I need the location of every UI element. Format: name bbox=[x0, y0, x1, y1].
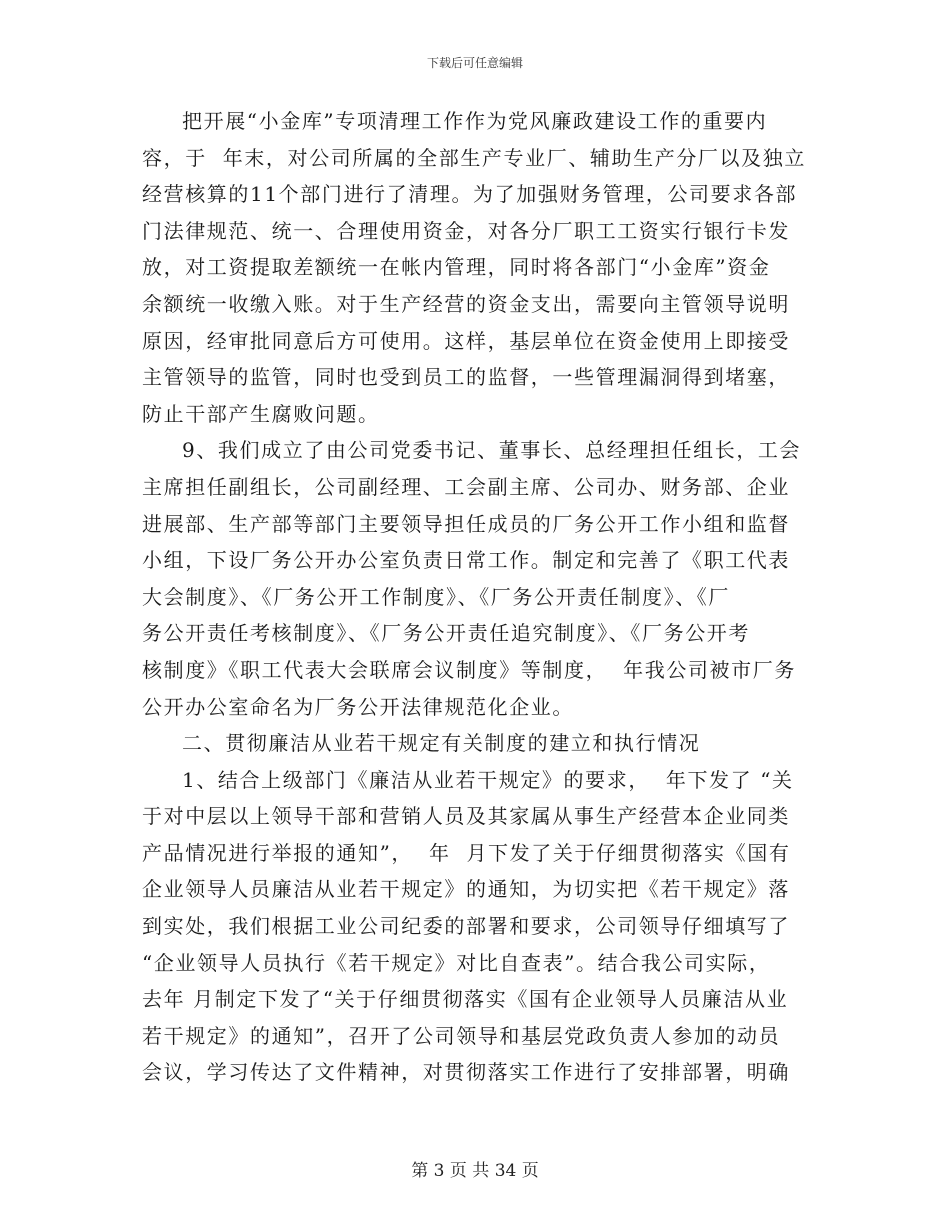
document-body bbox=[142, 103, 806, 1091]
body-line: 防止干部产生腐败问题。 bbox=[142, 401, 380, 426]
body-line: 产品情况进行举报的通知”， 年 月下发了关于仔细贯彻落实《国有 bbox=[142, 840, 791, 865]
body-line: 门法律规范、统一、合理使用资金，对各分厂职工工资实行银行卡发 bbox=[142, 218, 790, 243]
body-line: 放，对工资提取差额统一在帐内管理，同时将各部门“小金库”资金 bbox=[142, 255, 771, 280]
section-heading: 二、贯彻廉洁从业若干规定有关制度的建立和执行情况 bbox=[182, 731, 701, 756]
body-line: 大会制度》、《厂务公开工作制度》、《厂务公开责任制度》、《厂 bbox=[142, 584, 730, 609]
body-line: 余额统一收缴入账。对于生产经营的资金支出，需要向主管领导说明 bbox=[142, 291, 790, 316]
body-line: 1、结合上级部门《廉洁从业若干规定》的要求， 年下发了 “关 bbox=[182, 767, 794, 792]
body-line: 核制度》《职工代表大会联席会议制度》等制度， 年我公司被市厂务 bbox=[142, 657, 796, 682]
body-line: 到实处，我们根据工业公司纪委的部署和要求，公司领导仔细填写了 bbox=[142, 914, 790, 939]
body-line: 进展部、生产部等部门主要领导担任成员的厂务公开工作小组和监督 bbox=[142, 511, 790, 536]
body-line: 容，于 年末，对公司所属的全部生产专业厂、辅助生产分厂以及独立 bbox=[142, 145, 806, 170]
page-header: 下载后可任意编辑 bbox=[426, 56, 523, 70]
body-line: 主管领导的监管，同时也受到员工的监督，一些管理漏洞得到堵塞， bbox=[142, 365, 790, 390]
body-line: 主席担任副组长，公司副经理、工会副主席、公司办、财务部、企业 bbox=[142, 474, 790, 499]
body-line: 把开展“小金库”专项清理工作作为党风廉政建设工作的重要内 bbox=[182, 109, 768, 133]
body-line: 9、我们成立了由公司党委书记、董事长、总经理担任组长，工会 bbox=[182, 438, 802, 463]
body-line: 小组，下设厂务公开办公室负责日常工作。制定和完善了《职工代表 bbox=[142, 548, 790, 573]
page-footer: 第 3 页 共 34 页 bbox=[411, 1161, 539, 1181]
body-line: 于对中层以上领导干部和营销人员及其家属从事生产经营本企业同类 bbox=[142, 804, 790, 829]
body-line: “企业领导人员执行《若干规定》对比自查表”。结合我公司实际， bbox=[142, 950, 771, 975]
body-line: 若干规定》的通知”，召开了公司领导和基层党政负责人参加的动员 bbox=[142, 1023, 781, 1048]
body-line: 务公开责任考核制度》、《厂务公开责任追究制度》、《厂务公开考 bbox=[142, 621, 750, 646]
body-line: 去年 月制定下发了“关于仔细贯彻落实《国有企业领导人员廉洁从业 bbox=[142, 987, 789, 1012]
body-line: 原因，经审批同意后方可使用。这样，基层单位在资金使用上即接受 bbox=[142, 328, 790, 353]
body-line: 公开办公室命名为厂务公开法律规范化企业。 bbox=[142, 694, 574, 719]
body-line: 经营核算的11个部门进行了清理。为了加强财务管理，公司要求各部 bbox=[142, 182, 798, 207]
body-line: 企业领导人员廉洁从业若干规定》的通知，为切实把《若干规定》落 bbox=[142, 877, 790, 902]
body-line: 会议，学习传达了文件精神，对贯彻落实工作进行了安排部署，明确 bbox=[142, 1060, 790, 1085]
